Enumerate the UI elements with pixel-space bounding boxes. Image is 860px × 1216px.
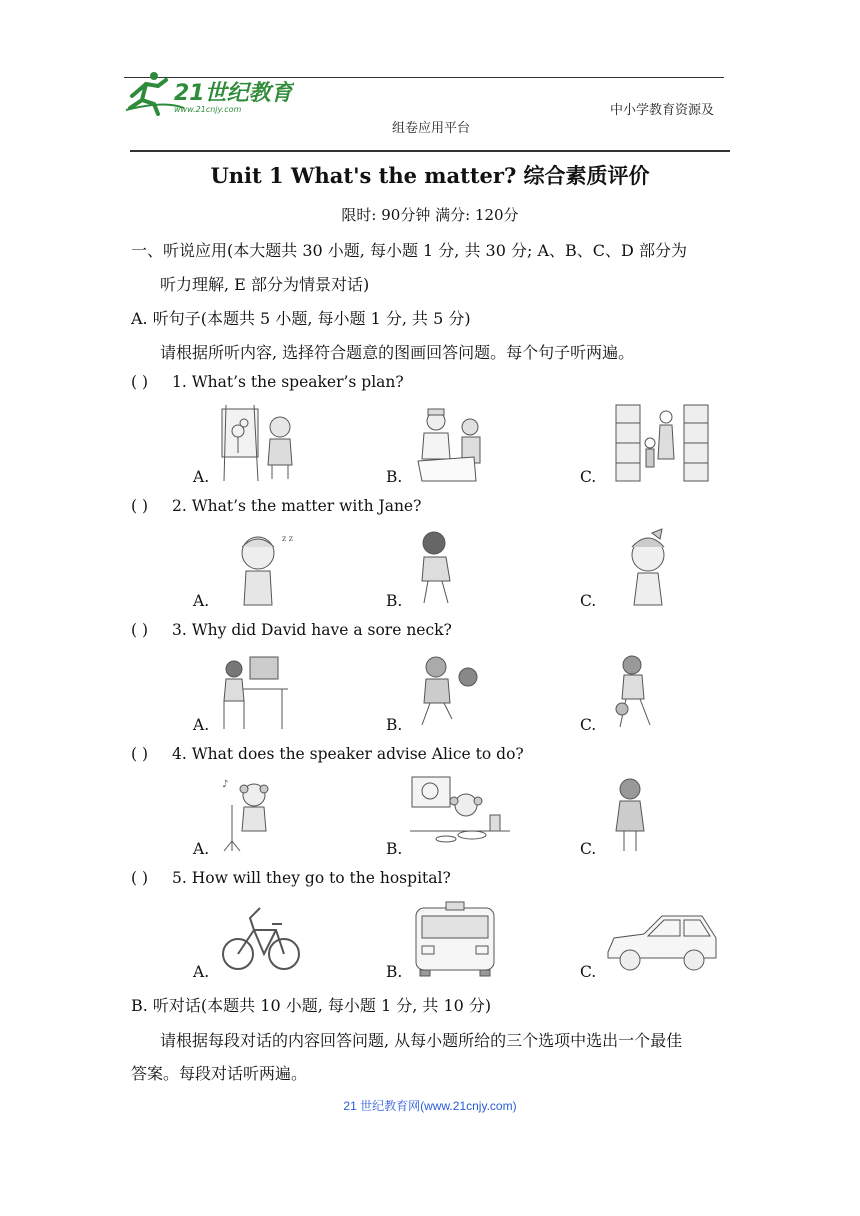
car-image [604,912,720,974]
sleepy-girl-image [222,527,300,607]
option-a-label[interactable]: A. [193,716,210,734]
basketball-boy-image [612,653,662,731]
answer-blank[interactable]: ( ) [131,621,149,639]
option-a-label[interactable]: A. [193,840,210,858]
shopping-store-image [614,403,710,483]
section-heading-cont: 听力理解, E 部分为情景对话) [160,275,370,294]
svg-text:www.21cnjy.com: www.21cnjy.com [174,105,242,114]
answer-blank[interactable]: ( ) [131,745,149,763]
bicycle-image [220,900,302,974]
sick-girl-image [618,527,678,607]
standing-girl-image [612,775,648,855]
painting-easel-image [218,403,300,483]
doctor-patient-image [414,403,492,483]
question-text: 3. Why did David have a sore neck? [172,621,452,639]
option-a-label[interactable]: A. [193,468,210,486]
question-text: 2. What’s the matter with Jane? [172,497,422,515]
svg-text:21世纪教育: 21世纪教育 [174,81,293,106]
page-subtitle: 限时: 90分钟 满分: 120分 [341,206,519,224]
site-logo [124,70,294,116]
football-boy-image [412,653,482,731]
answer-blank[interactable]: ( ) [131,373,149,391]
header-right-text: 中小学教育资源及 [610,103,715,118]
singing-girl-image [218,775,276,855]
option-c-label[interactable]: C. [580,468,597,486]
option-a-label[interactable]: A. [193,592,210,610]
part-a-heading: A. 听句子(本题共 5 小题, 每小题 1 分, 共 5 分) [131,309,471,328]
option-b-label[interactable]: B. [386,468,403,486]
part-a-instruction: 请根据所听内容, 选择符合题意的图画回答问题。每个句子听两遍。 [160,343,635,362]
option-b-label[interactable]: B. [386,592,403,610]
option-b-label[interactable]: B. [386,840,403,858]
option-c-label[interactable]: C. [580,592,597,610]
answer-blank[interactable]: ( ) [131,869,149,887]
section-heading: 一、听说应用(本大题共 30 小题, 每小题 1 分, 共 30 分; A、B、C、D 部分为 [131,241,687,260]
option-b-label[interactable]: B. [386,716,403,734]
page-title: Unit 1 What's the matter? 综合素质评价 [210,163,650,188]
option-c-label[interactable]: C. [580,963,597,981]
question-text: 4. What does the speaker advise Alice to do? [172,745,524,763]
option-c-label[interactable]: C. [580,840,597,858]
answer-blank[interactable]: ( ) [131,497,149,515]
part-b-instruction-cont: 答案。每段对话听两遍。 [131,1064,308,1083]
option-c-label[interactable]: C. [580,716,597,734]
svg-text:z z: z z [282,534,293,543]
part-b-instruction: 请根据每段对话的内容回答问题, 从每小题所给的三个选项中选出一个最佳 [160,1031,683,1050]
header-bottom-rule [130,150,730,152]
header-center-text: 组卷应用平台 [392,121,471,136]
eating-girl-image [410,775,510,847]
part-b-heading: B. 听对话(本题共 10 小题, 每小题 1 分, 共 10 分) [131,996,492,1015]
svg-text:♪: ♪ [222,779,229,790]
footer-link[interactable]: 21 世纪教育网(www.21cnjy.com) [343,1099,517,1113]
question-text: 5. How will they go to the hospital? [172,869,451,887]
question-text: 1. What’s the speaker’s plan? [172,373,404,391]
option-a-label[interactable]: A. [193,963,210,981]
coughing-girl-image [410,527,468,607]
option-b-label[interactable]: B. [386,963,403,981]
bus-image [412,900,498,978]
computer-desk-image [220,653,290,731]
